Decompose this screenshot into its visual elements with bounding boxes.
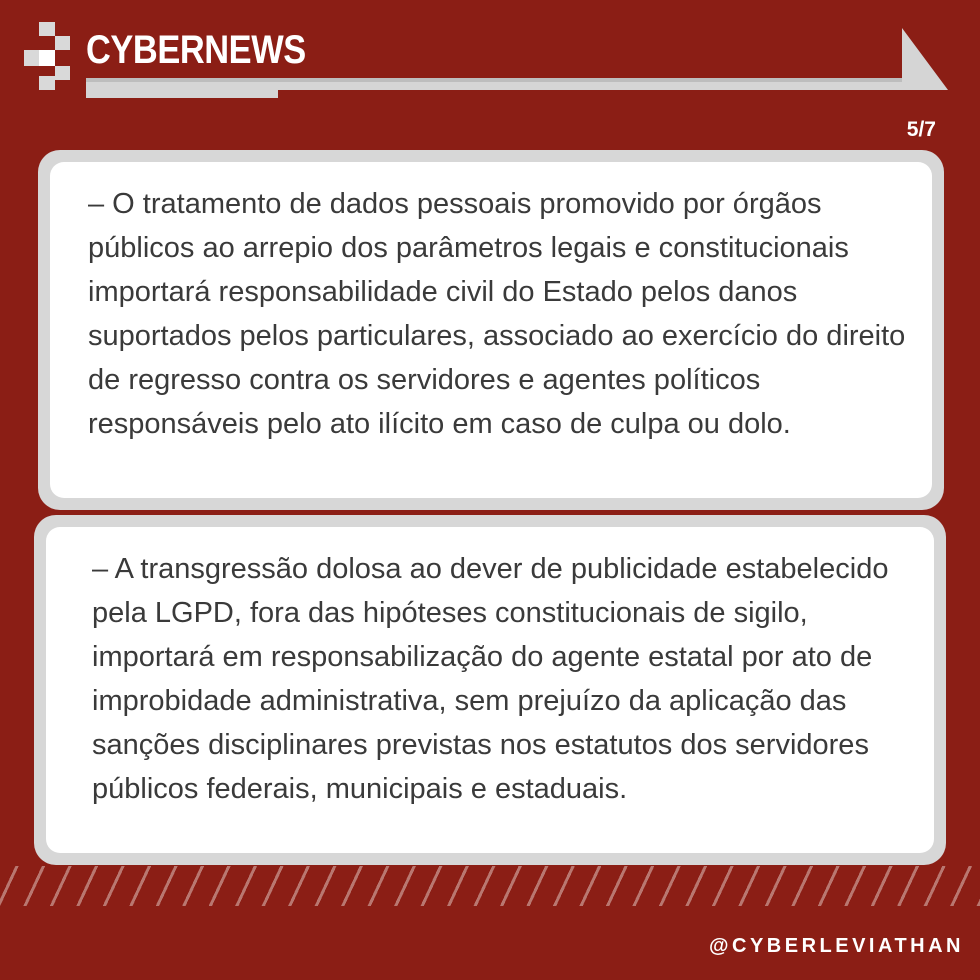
info-card-1: [38, 150, 944, 510]
info-card-1-body: [50, 162, 932, 498]
info-card-2-text: – A transgressão dolosa ao dever de publicidade estabelecido pela LGPD, fora das hipóteses constitucionais de sigilo, importará em responsabilização do agente estatal por ato de improbidade administrativa, sem prejuízo da aplicação das sanções disciplinares previstas nos estatutos dos servidores públicos federais, municipais e estaduais.: [92, 553, 889, 805]
cross-logo-icon: [24, 22, 70, 90]
brand-title: CYBERNEWS: [86, 28, 306, 72]
header-arrow-decoration: [82, 28, 952, 108]
diagonal-stripes-decoration: [0, 866, 980, 906]
page-indicator: 5/7: [906, 118, 936, 141]
info-card-2: [34, 515, 946, 865]
info-card-1-text: – O tratamento de dados pessoais promovido por órgãos públicos ao arrepio dos parâmetros legais e constitucionais importará responsabilidade civil do Estado pelos danos suportados pelos particulares, associado ao exercício do direito de regresso contra os servidores e agentes políticos responsáveis pelo ato ilícito em caso de culpa ou dolo.: [88, 188, 906, 440]
info-card-2-body: [46, 527, 934, 853]
social-handle: @CYBERLEVIATHAN: [709, 935, 964, 957]
